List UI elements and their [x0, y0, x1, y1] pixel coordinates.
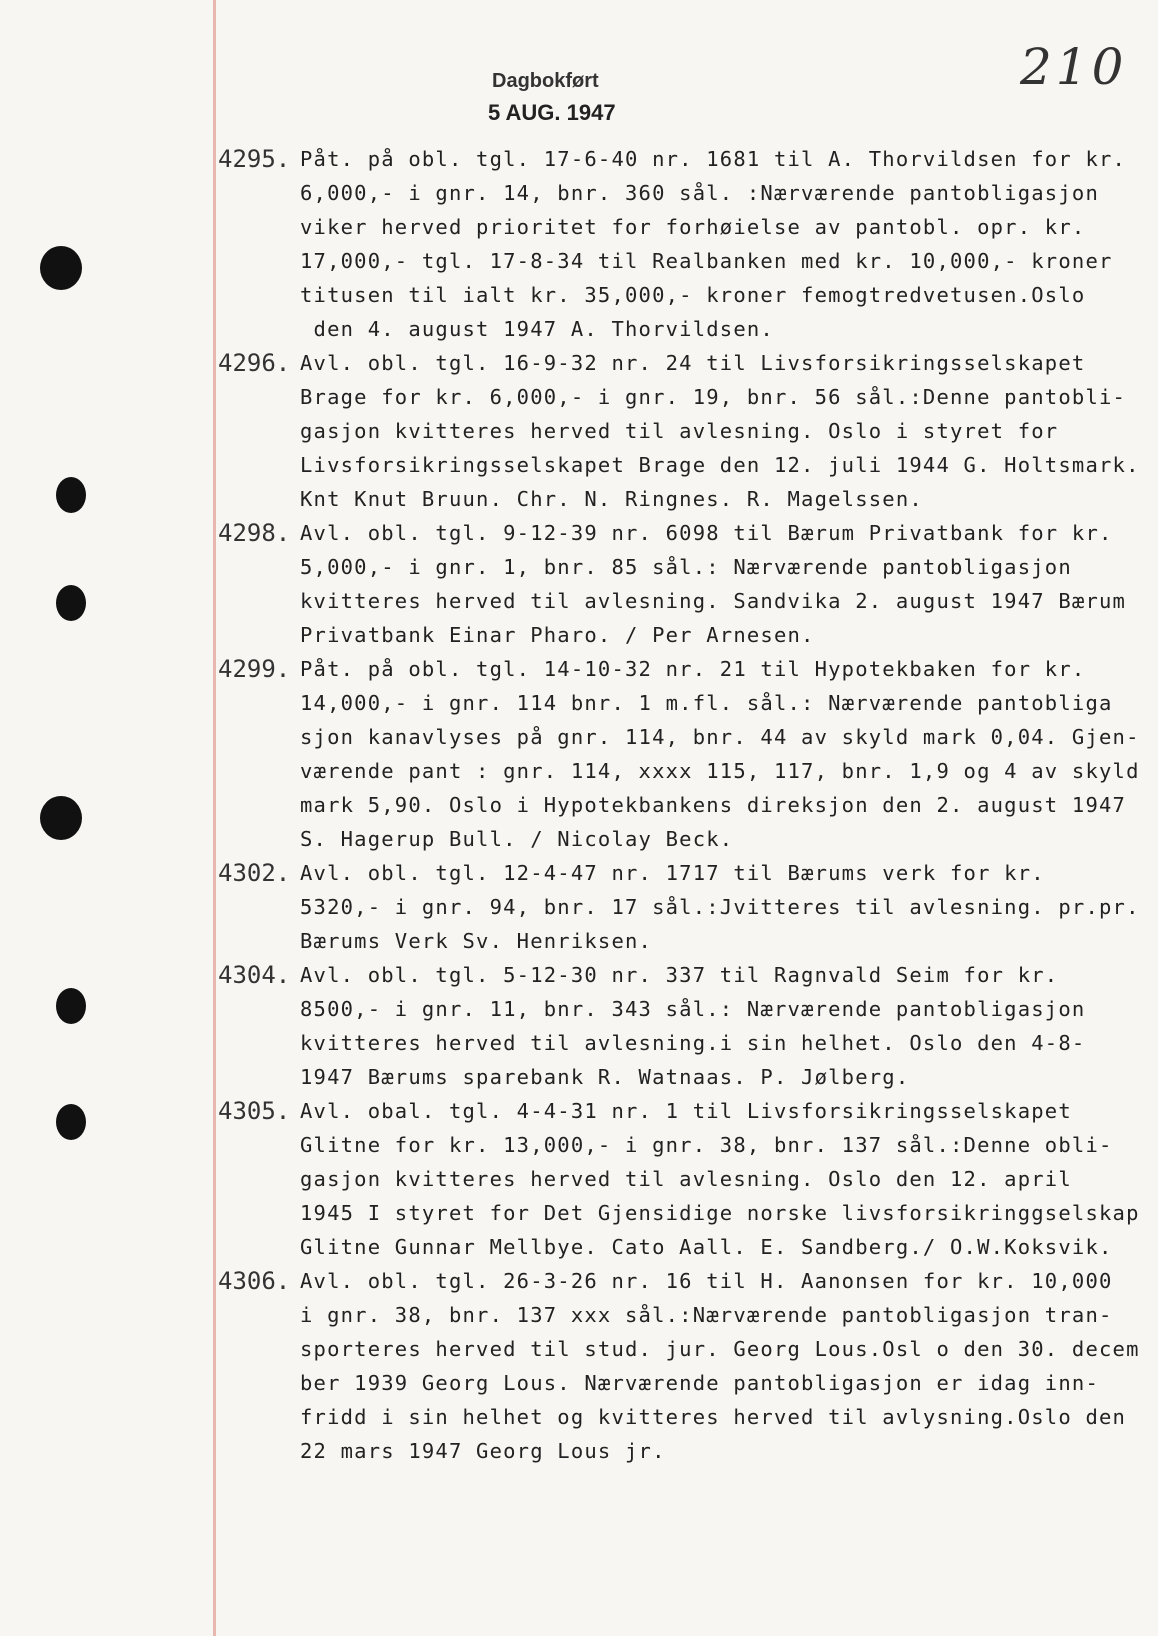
entry-line: kvitteres herved til avlesning. Sandvika 2. august 1947 Bærum: [300, 589, 1127, 613]
entry-line: S. Hagerup Bull. / Nicolay Beck.: [300, 827, 734, 851]
entry-line: mark 5,90. Oslo i Hypotekbankens direksjon den 2. august 1947: [300, 793, 1127, 817]
entry-line: Glitne Gunnar Mellbye. Cato Aall. E. Sandberg./ O.W.Koksvik.: [300, 1235, 1113, 1259]
binder-hole: [56, 477, 86, 513]
entry-line: ber 1939 Georg Lous. Nærværende pantobligasjon er idag inn-: [300, 1371, 1099, 1395]
entry-line: gasjon kvitteres herved til avlesning. Oslo den 12. april: [300, 1167, 1072, 1191]
entry: [218, 856, 1148, 958]
entry-line: fridd i sin helhet og kvitteres herved til avlysning.Oslo den: [300, 1405, 1127, 1429]
entry-line: 5,000,- i gnr. 1, bnr. 85 sål.: Nærværende pantobligasjon: [300, 555, 1072, 579]
entry-line: Påt. på obl. tgl. 17-6-40 nr. 1681 til A. Thorvildsen for kr.: [300, 147, 1127, 171]
entry: [218, 516, 1148, 652]
entry-line: kvitteres herved til avlesning.i sin helhet. Oslo den 4-8-: [300, 1031, 1086, 1055]
entry-line: titusen til ialt kr. 35,000,- kroner femogtredvetusen.Oslo: [300, 283, 1086, 307]
binder-hole: [40, 246, 82, 290]
margin-rule: [213, 0, 216, 1636]
entry: [218, 346, 1148, 516]
entry-line: 17,000,- tgl. 17-8-34 til Realbanken med kr. 10,000,- kroner: [300, 249, 1113, 273]
stamp-date: 5 AUG. 1947: [488, 100, 616, 125]
entry-number: 4304.: [218, 961, 291, 989]
entry-line: værende pant : gnr. 114, xxxx 115, 117, bnr. 1,9 og 4 av skyld: [300, 759, 1140, 783]
entry: [218, 652, 1148, 856]
entry-line: 1947 Bærums sparebank R. Watnaas. P. Jølberg.: [300, 1065, 910, 1089]
entry-line: Glitne for kr. 13,000,- i gnr. 38, bnr. 137 sål.:Denne obli-: [300, 1133, 1113, 1157]
entry-line: Avl. obl. tgl. 9-12-39 nr. 6098 til Bærum Privatbank for kr.: [300, 521, 1113, 545]
binder-hole: [40, 796, 82, 840]
entry-line: den 4. august 1947 A. Thorvildsen.: [300, 317, 774, 341]
entry-line: Avl. obl. tgl. 16-9-32 nr. 24 til Livsforsikringsselskapet: [300, 351, 1086, 375]
binder-hole: [56, 988, 86, 1024]
entry-line: 8500,- i gnr. 11, bnr. 343 sål.: Nærværende pantobligasjon: [300, 997, 1086, 1021]
binder-hole: [56, 1104, 86, 1140]
entry-number: 4296.: [218, 349, 291, 377]
entry-number: 4306.: [218, 1267, 291, 1295]
entry-line: sjon kanavlyses på gnr. 114, bnr. 44 av skyld mark 0,04. Gjen-: [300, 725, 1140, 749]
entry-number: 4298.: [218, 519, 291, 547]
entry-line: Livsforsikringsselskapet Brage den 12. juli 1944 G. Holtsmark.: [300, 453, 1140, 477]
entry-line: Brage for kr. 6,000,- i gnr. 19, bnr. 56 sål.:Denne pantobli-: [300, 385, 1127, 409]
entry-line: Avl. obal. tgl. 4-4-31 nr. 1 til Livsforsikringsselskapet: [300, 1099, 1072, 1123]
entry-line: Avl. obl. tgl. 12-4-47 nr. 1717 til Bærums verk for kr.: [300, 861, 1045, 885]
entry-text: [300, 1094, 1148, 1264]
entry-line: Påt. på obl. tgl. 14-10-32 nr. 21 til Hypotekbaken for kr.: [300, 657, 1086, 681]
entry-line: 22 mars 1947 Georg Lous jr.: [300, 1439, 666, 1463]
entry-line: Avl. obl. tgl. 26-3-26 nr. 16 til H. Aanonsen for kr. 10,000: [300, 1269, 1113, 1293]
entry: [218, 1264, 1148, 1468]
page-number: 210: [1020, 38, 1128, 96]
entry-number: 4299.: [218, 655, 291, 683]
entry-line: 14,000,- i gnr. 114 bnr. 1 m.fl. sål.: Nærværende pantobliga: [300, 691, 1113, 715]
entry: [218, 958, 1148, 1094]
entry-text: [300, 958, 1148, 1094]
entry-text: [300, 346, 1148, 516]
entry-line: gasjon kvitteres herved til avlesning. Oslo i styret for: [300, 419, 1059, 443]
entry-list: [218, 142, 1148, 1468]
entry-text: [300, 652, 1148, 856]
entry-text: [300, 1264, 1148, 1468]
entry-text: [300, 516, 1148, 652]
entry-line: 5320,- i gnr. 94, bnr. 17 sål.:Jvitteres til avlesning. pr.pr.: [300, 895, 1140, 919]
entry-line: viker herved prioritet for forhøielse av pantobl. opr. kr.: [300, 215, 1086, 239]
entry-number: 4295.: [218, 145, 291, 173]
entry-number: 4305.: [218, 1097, 291, 1125]
binder-hole: [56, 585, 86, 621]
entry-line: Privatbank Einar Pharo. / Per Arnesen.: [300, 623, 815, 647]
entry-line: 6,000,- i gnr. 14, bnr. 360 sål. :Nærværende pantobligasjon: [300, 181, 1099, 205]
entry-line: i gnr. 38, bnr. 137 xxx sål.:Nærværende pantobligasjon tran-: [300, 1303, 1113, 1327]
entry-line: sporteres herved til stud. jur. Georg Lous.Osl o den 30. decem: [300, 1337, 1140, 1361]
entry-line: 1945 I styret for Det Gjensidige norske livsforsikringgselskap: [300, 1201, 1140, 1225]
entry-line: Avl. obl. tgl. 5-12-30 nr. 337 til Ragnvald Seim for kr.: [300, 963, 1059, 987]
entry: [218, 142, 1148, 346]
entry-line: Bærums Verk Sv. Henriksen.: [300, 929, 653, 953]
stamp-title: Dagbokført: [492, 70, 599, 92]
entry-line: Knt Knut Bruun. Chr. N. Ringnes. R. Magelssen.: [300, 487, 923, 511]
entry-text: [300, 142, 1148, 346]
entry-text: [300, 856, 1148, 958]
entry: [218, 1094, 1148, 1264]
entry-number: 4302.: [218, 859, 291, 887]
